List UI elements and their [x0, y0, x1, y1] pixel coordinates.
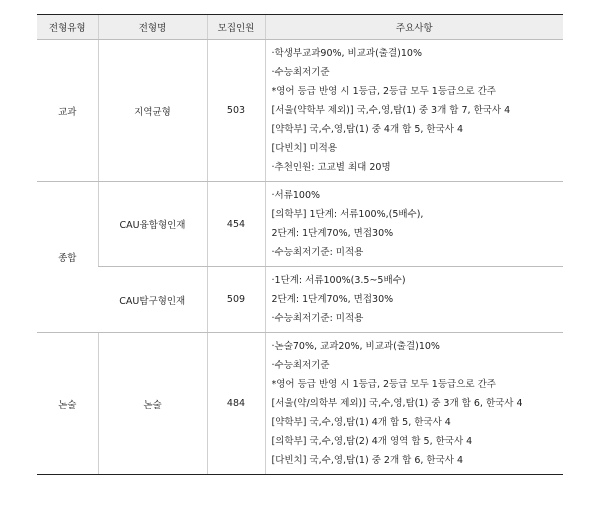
- quota-cell: 509: [207, 267, 265, 333]
- note-line: [서울(약학부 제외)] 국,수,영,탐(1) 중 3개 합 7, 한국사 4: [271, 105, 511, 116]
- note-line: ·1단계: 서류100%(3.5~5배수): [271, 275, 406, 286]
- table-row: [37, 333, 563, 475]
- note-line: *영어 등급 반영 시 1등급, 2등급 모두 1등급으로 간주: [271, 86, 496, 97]
- note-line: ·서류100%: [271, 190, 321, 201]
- name-cell: 지역균형: [98, 40, 207, 182]
- table-row: [37, 182, 563, 267]
- note-line: [다빈치] 국,수,영,탐(1) 중 2개 합 6, 한국사 4: [271, 455, 464, 466]
- admission-table-container: [37, 14, 563, 475]
- type-cell: 종합: [37, 182, 98, 333]
- quota-cell: 484: [207, 333, 265, 475]
- header-type: 전형유형: [37, 15, 98, 40]
- note-line: ·수능최저기준: [271, 67, 330, 78]
- table-row: [37, 267, 563, 333]
- header-name: 전형명: [98, 15, 207, 40]
- name-cell: CAU융합형인재: [98, 182, 207, 267]
- note-line: [의학부] 국,수,영,탐(2) 4개 영역 합 5, 한국사 4: [271, 436, 473, 447]
- table-row: [37, 40, 563, 182]
- type-cell: 논술: [37, 333, 98, 475]
- note-line: 2단계: 1단계70%, 면접30%: [271, 294, 394, 305]
- name-cell: 논술: [98, 333, 207, 475]
- note-line: 2단계: 1단계70%, 면접30%: [271, 228, 394, 239]
- notes-cell: [265, 182, 563, 267]
- note-line: [약학부] 국,수,영,탐(1) 4개 합 5, 한국사 4: [271, 417, 451, 428]
- notes-cell: [265, 267, 563, 333]
- note-line: ·수능최저기준: 미적용: [271, 247, 364, 258]
- note-line: *영어 등급 반영 시 1등급, 2등급 모두 1등급으로 간주: [271, 379, 496, 390]
- note-line: [의학부] 1단계: 서류100%,(5배수),: [271, 209, 424, 220]
- quota-cell: 454: [207, 182, 265, 267]
- note-line: ·수능최저기준: [271, 360, 330, 371]
- note-line: [다빈치] 미적용: [271, 143, 337, 154]
- name-cell: CAU탐구형인재: [98, 267, 207, 333]
- header-quota: 모집인원: [207, 15, 265, 40]
- notes-cell: [265, 40, 563, 182]
- note-line: ·논술70%, 교과20%, 비교과(출결)10%: [271, 341, 440, 352]
- admission-table: [37, 14, 563, 475]
- header-notes: 주요사항: [265, 15, 563, 40]
- notes-cell: [265, 333, 563, 475]
- quota-cell: 503: [207, 40, 265, 182]
- note-line: [약학부] 국,수,영,탐(1) 중 4개 합 5, 한국사 4: [271, 124, 464, 135]
- header-row: [37, 15, 563, 40]
- note-line: [서울(약/의학부 제외)] 국,수,영,탐(1) 중 3개 합 6, 한국사 4: [271, 398, 523, 409]
- type-cell: 교과: [37, 40, 98, 182]
- note-line: ·추천인원: 고교별 최대 20명: [271, 162, 391, 173]
- note-line: ·학생부교과90%, 비교과(출결)10%: [271, 48, 422, 59]
- note-line: ·수능최저기준: 미적용: [271, 313, 364, 324]
